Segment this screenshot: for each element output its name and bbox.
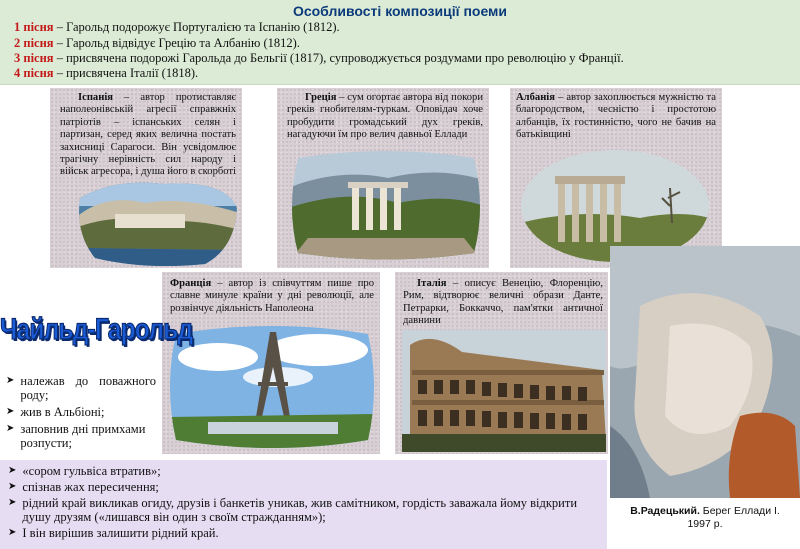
trait-text: жив в Альбіоні; [20,405,105,419]
bottom-item [8,526,600,540]
painting-title: Берег Еллади І. [699,505,780,517]
trait-text: належав до поважного роду; [20,374,156,402]
song-line-2 [14,36,300,51]
greece-photo [288,148,484,263]
spain-text: – автор протиставляє наполеонівській агресії справжніх патріотів – іспанських селян і партизан, серед яких велична постать захисниці Сарагоси. Він усвідомлює трагічну нерівність сил народу і військ агресора, і душа його в скорботі [60,92,237,178]
painting-year: 1997 р. [687,518,723,530]
arrow-bullet-icon: ➤ [8,481,17,492]
france-photo [168,322,378,452]
greece-text: – сум огортає автора від покори греків гнобителям-туркам. Оповідач хоче пробудити громадський дух греків, нагадуючи їм про велич давньої Еллади [287,92,483,141]
bottom-item [8,464,600,478]
song-separator: – [53,20,67,34]
italy-text: – описує Венецію, Флоренцію, Рим, відтворює величні образи Данте, Петрарки, Боккаччо, пам'ятки античної давнини [403,278,603,327]
song-number: 4 пісня [14,66,54,80]
bottom-item [8,480,600,494]
song-number: 3 пісня [14,51,54,65]
albania-country-label: Албанія [516,92,555,103]
spain-country-label: Іспанія [78,92,114,103]
song-text: присвячена подорожі Гарольда до Бельгії (1817), супроводжується роздумами про революцію у Франції. [66,51,624,65]
song-line-1 [14,20,340,35]
spain-description [60,92,236,179]
bottom-list [8,464,600,540]
song-separator: – [53,66,67,80]
painting-author: В.Радецький. [630,505,700,517]
italy-photo [402,330,606,452]
spain-photo [75,178,240,268]
albania-description [516,92,716,142]
arrow-bullet-icon: ➤ [6,406,15,417]
hero-title: Чайльд-Гарольд [0,313,193,346]
greece-country-label: Греція [305,92,337,103]
france-description [170,278,374,315]
song-number: 1 пісня [14,20,54,34]
france-country-label: Франція [170,278,212,289]
arrow-bullet-icon: ➤ [8,465,17,476]
bottom-text: рідний край викликав огиду, друзів і банкетів уникав, жив самітником, гордість заважала йому відкрити душу друзям («лишався він один з своїм стражданням»); [22,496,578,524]
song-text: Гарольд подорожує Португалією та Іспанію (1812). [66,20,340,34]
france-text: – автор із співчуттям пише про славне минуле країни у дні революції, але розвінчує діяльність Наполеона [170,278,374,314]
bottom-text: «сором гульвіса втратив»; [22,464,161,478]
italy-description [403,278,603,328]
trait-item [6,422,156,450]
song-separator: – [53,51,67,65]
greece-description [287,92,483,142]
painting-image [610,246,800,498]
arrow-bullet-icon: ➤ [8,527,17,538]
song-text: присвячена Італії (1818). [66,66,199,80]
bottom-item [8,496,600,524]
song-line-3 [14,51,624,66]
painting-caption [614,505,796,531]
bottom-text: І він вирішив залишити рідний край. [22,526,219,540]
traits-list [6,374,156,450]
song-number: 2 пісня [14,36,54,50]
arrow-bullet-icon: ➤ [8,497,17,508]
trait-item [6,405,156,419]
trait-item [6,374,156,402]
albania-text: – автор захоплюється мужністю та благородством, чесністю і простотою албанців, їх гостинністю, чого не бачив на батьківщині [516,92,716,141]
page-title: Особливості композиції поеми [292,3,508,19]
bottom-text: спізнав жах пересичення; [22,480,159,494]
song-line-4 [14,66,198,81]
arrow-bullet-icon: ➤ [6,423,15,434]
trait-text: заповнив дні примхами розпусти; [20,422,146,450]
song-text: Гарольд відвідує Грецію та Албанію (1812). [66,36,300,50]
italy-country-label: Італія [417,278,447,289]
arrow-bullet-icon: ➤ [6,375,15,386]
song-separator: – [53,36,67,50]
